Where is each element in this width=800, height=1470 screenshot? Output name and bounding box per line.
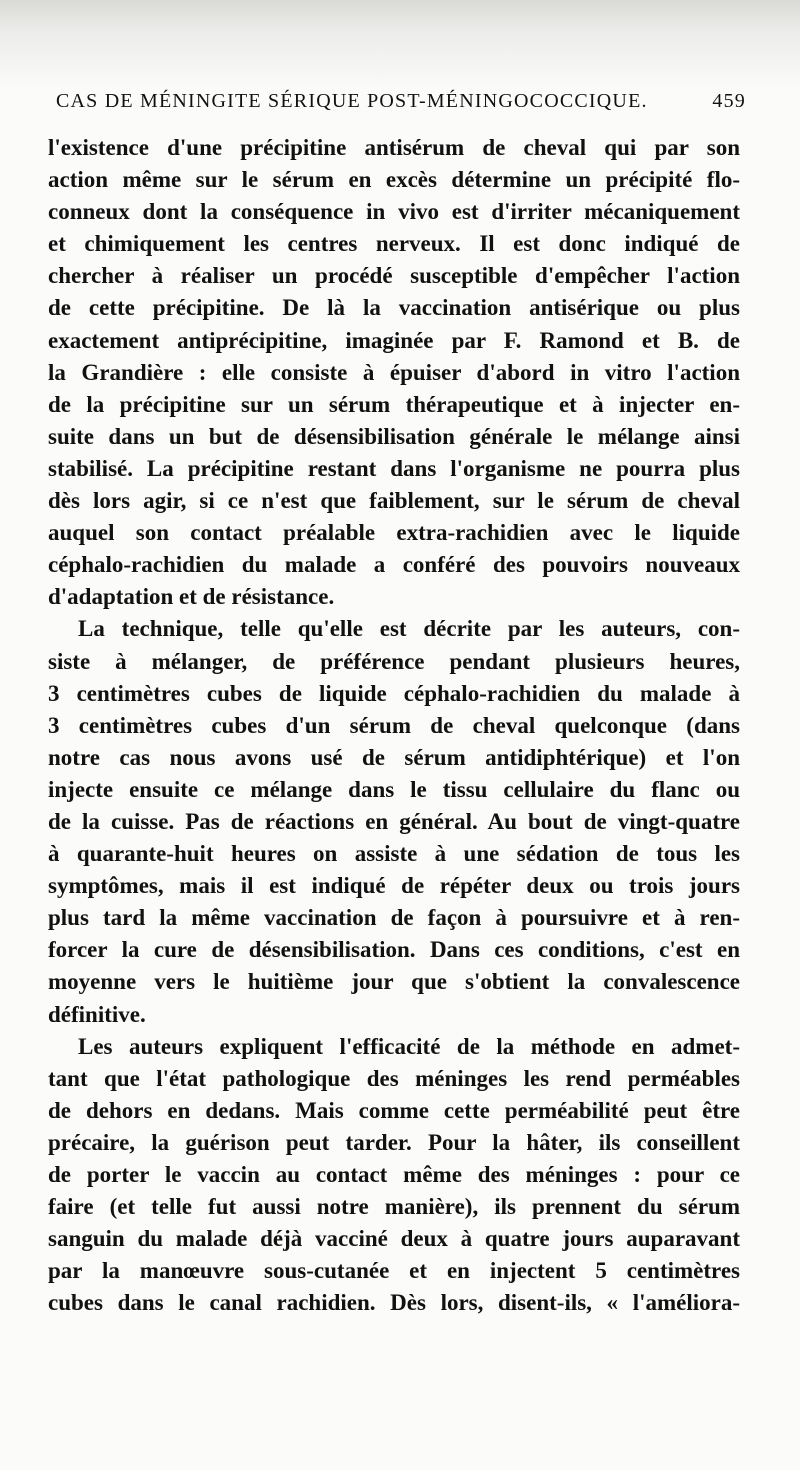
text-line: cubes dans le canal rachidien. Dès lors, disent-ils, « l'améliora- xyxy=(48,1290,740,1316)
body-text xyxy=(48,132,740,1319)
text-line: symptômes, mais il est indiqué de répéter deux ou trois jours xyxy=(48,873,740,899)
text-line: action même sur le sérum en excès détermine un précipité flo- xyxy=(48,167,740,193)
text-line: 3 centimètres cubes d'un sérum de cheval quelconque (dans xyxy=(48,712,740,738)
text-line: stabilisé. La précipitine restant dans l'organisme ne pourra plus xyxy=(48,455,740,481)
text-line: tant que l'état pathologique des méninges les rend perméables xyxy=(48,1065,740,1091)
text-line: précaire, la guérison peut tarder. Pour la hâter, ils conseillent xyxy=(48,1129,740,1155)
text-line: à quarante-huit heures on assiste à une sédation de tous les xyxy=(48,841,740,867)
paragraph-first-line: Les auteurs expliquent l'efficacité de la méthode en admet- xyxy=(78,1033,740,1059)
paragraph-first-line: La technique, telle qu'elle est décrite par les auteurs, con- xyxy=(78,616,740,642)
running-header xyxy=(56,90,746,120)
text-line: siste à mélanger, de préférence pendant plusieurs heures, xyxy=(48,648,740,674)
paragraph-last-line: définitive. xyxy=(48,1001,146,1027)
text-line: plus tard la même vaccination de façon à poursuivre et à ren- xyxy=(48,905,740,931)
page-number: 459 xyxy=(712,90,746,112)
text-line: sanguin du malade déjà vacciné deux à quatre jours auparavant xyxy=(48,1226,740,1252)
text-line: notre cas nous avons usé de sérum antidiphtérique) et l'on xyxy=(48,744,740,770)
text-line: l'existence d'une précipitine antisérum de cheval qui par son xyxy=(48,135,740,160)
text-line: la Grandière : elle consiste à épuiser d'abord in vitro l'action xyxy=(48,359,740,385)
text-line: de dehors en dedans. Mais comme cette perméabilité peut être xyxy=(48,1097,740,1123)
text-line: de cette précipitine. De là la vaccination antisérique ou plus xyxy=(48,295,740,321)
paragraph-last-line: d'adaptation et de résistance. xyxy=(48,584,335,610)
text-line: et chimiquement les centres nerveux. Il est donc indiqué de xyxy=(48,231,740,257)
text-line: forcer la cure de désensibilisation. Dans ces conditions, c'est en xyxy=(48,937,740,963)
text-line: de la précipitine sur un sérum thérapeutique et à injecter en- xyxy=(48,391,740,417)
text-line: chercher à réaliser un procédé susceptible d'empêcher l'action xyxy=(48,263,740,289)
text-line: moyenne vers le huitième jour que s'obtient la convalescence xyxy=(48,969,740,995)
text-line: injecte ensuite ce mélange dans le tissu cellulaire du flanc ou xyxy=(48,776,740,802)
text-line: dès lors agir, si ce n'est que faiblement, sur le sérum de cheval xyxy=(48,488,740,514)
text-line: conneux dont la conséquence in vivo est d'irriter mécaniquement xyxy=(48,199,740,225)
text-line: céphalo-rachidien du malade a conféré des pouvoirs nouveaux xyxy=(48,552,740,578)
page-scan-shadow xyxy=(0,0,800,90)
text-line: 3 centimètres cubes de liquide céphalo-rachidien du malade à xyxy=(48,680,740,706)
text-line: suite dans un but de désensibilisation générale le mélange ainsi xyxy=(48,423,740,449)
running-header-title: CAS DE MÉNINGITE SÉRIQUE POST-MÉNINGOCOCCIQUE. xyxy=(56,90,648,112)
text-line: par la manœuvre sous-cutanée et en injectent 5 centimètres xyxy=(48,1258,740,1284)
text-line: de la cuisse. Pas de réactions en général. Au bout de vingt-quatre xyxy=(48,808,740,834)
text-line: de porter le vaccin au contact même des méninges : pour ce xyxy=(48,1162,740,1187)
text-line: auquel son contact préalable extra-rachidien avec le liquide xyxy=(48,520,740,546)
text-line: exactement antiprécipitine, imaginée par F. Ramond et B. de xyxy=(48,327,740,353)
text-line: faire (et telle fut aussi notre manière), ils prennent du sérum xyxy=(48,1194,740,1220)
